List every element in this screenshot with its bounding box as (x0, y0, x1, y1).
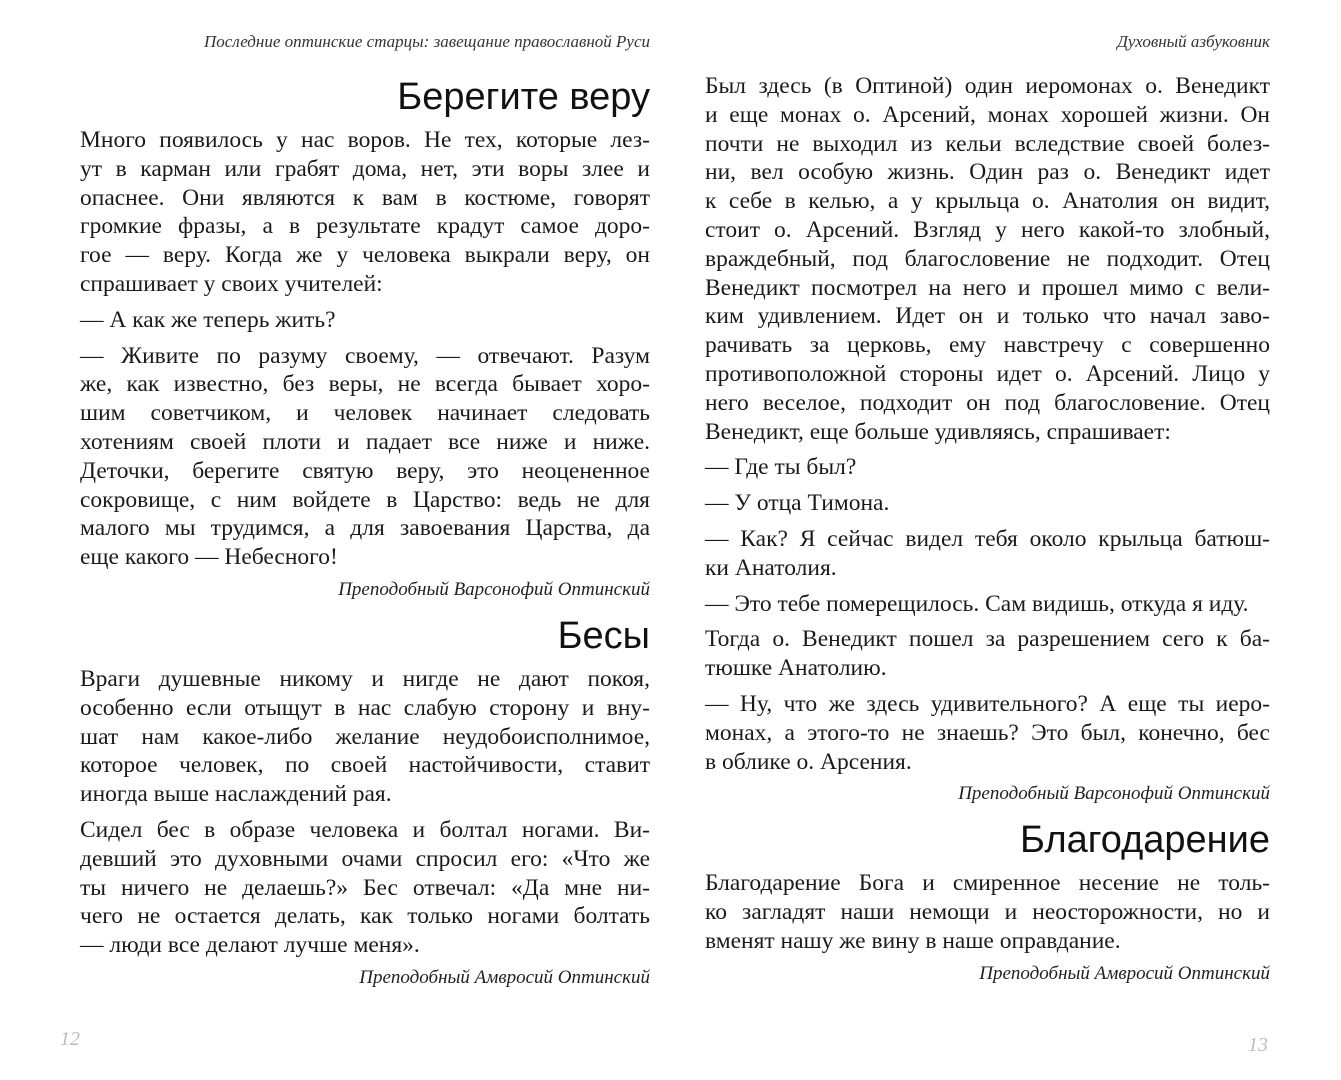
section-heading: Благодарение (1019, 819, 1270, 862)
attribution: Преподобный Амвросий Оптинский (359, 966, 650, 988)
paragraph (80, 306, 650, 335)
paragraph (705, 590, 1270, 619)
attribution: Преподобный Варсонофий Оптинский (338, 578, 650, 600)
page-number: 13 (1248, 1034, 1268, 1056)
text-line: — Как? Я сейчас видел тебя около крыльца батюш- (705, 525, 1270, 552)
paragraph (80, 665, 650, 809)
text-line: шат нам какое-либо желание неудобоисполнимое, (80, 723, 650, 750)
text-line: — А как же теперь жить? (80, 306, 336, 333)
text-line: Враги душевные никому и нигде не дают покоя, (80, 665, 650, 692)
text-line: тюшке Анатолию. (705, 655, 887, 682)
text-line: громкие фразы, а в результате крадут самое доро- (80, 213, 650, 240)
paragraph (705, 72, 1270, 446)
left-column (80, 74, 650, 1001)
paragraph (705, 453, 1270, 482)
text-line: враждебный, под благословение не подходит. Отец (705, 245, 1270, 272)
text-line: Венедикт, еще больше удивляясь, спрашивает: (705, 418, 1171, 445)
text-line: монах, а этого-то не знаешь? Это был, конечно, бес (705, 719, 1270, 746)
text-line: Тогда о. Венедикт пошел за разрешением сего к ба- (705, 626, 1270, 653)
text-line: гое — веру. Когда же у человека выкрали веру, он (80, 242, 650, 269)
text-line: иногда выше наслаждений рая. (80, 781, 392, 808)
text-line: — люди все делают лучше меня». (80, 932, 420, 959)
text-line: Деточки, берегите святую веру, это неоцененное (80, 457, 650, 484)
text-line: противоположной стороны идет о. Арсений. Лицо у (705, 360, 1270, 387)
text-line: хотениям своей плоти и падает все ниже и ниже. (80, 428, 650, 455)
right-column (705, 72, 1270, 997)
text-line: шим советчиком, и человек начинает следовать (80, 400, 650, 427)
text-line: — Ну, что же здесь удивительного? А еще ты иеро- (705, 690, 1270, 717)
text-line: опаснее. Они являются к вам в костюме, говорят (80, 184, 650, 211)
paragraph (705, 869, 1270, 955)
text-line: — У отца Тимона. (705, 490, 890, 517)
text-line: чего не остается делать, как только ногами болтать (80, 903, 650, 930)
text-line: почти не выходил из кельи вследствие своей болез- (705, 130, 1270, 157)
attribution: Преподобный Амвросий Оптинский (979, 962, 1270, 984)
text-line: малого мы трудимся, а для завоевания Царства, да (80, 515, 650, 542)
text-line: в облике о. Арсения. (705, 748, 912, 775)
running-head: Духовный азбуковник (1117, 32, 1270, 51)
paragraph (705, 489, 1270, 518)
paragraph (80, 342, 650, 572)
section-heading: Бесы (557, 614, 650, 657)
paragraph (705, 625, 1270, 683)
text-line: ки Анатолия. (705, 554, 837, 581)
text-line: ут в карман или грабят дома, нет, эти воры злее и (80, 155, 650, 182)
text-line: еще какого — Небесного! (80, 544, 338, 571)
text-line: рачивать за церковь, ему навстречу с совершенно (705, 332, 1270, 359)
text-line: же, как известно, без веры, не всегда бывает хоро- (80, 371, 650, 398)
text-line: Сидел бес в образе человека и болтал ногами. Ви- (80, 816, 650, 843)
text-line: ко загладят наши немощи и неосторожности, но и (705, 899, 1270, 926)
paragraph (80, 816, 650, 960)
text-line: — Это тебе померещилось. Сам видишь, откуда я иду. (705, 590, 1249, 617)
text-line: стоит о. Арсений. Взгляд у него какой-то злобный, (705, 216, 1270, 243)
paragraph (80, 126, 650, 299)
text-line: ни, вел особую жизнь. Один раз о. Венедикт идет (705, 159, 1270, 186)
text-line: — Где ты был? (705, 454, 857, 481)
text-line: Много появилось у нас воров. Не тех, которые лез- (80, 127, 650, 153)
running-head: Последние оптинские старцы: завещание православной Руси (204, 32, 650, 51)
text-line: — Живите по разуму своему, — отвечают. Разум (80, 342, 650, 369)
text-line: особенно если отыщут в нас слабую сторону и вну- (80, 694, 650, 721)
section-heading: Берегите веру (397, 76, 650, 118)
text-line: Благодарение Бога и смиренное несение не толь- (705, 870, 1270, 897)
text-line: девший это духовными очами спросил его: «Что же (80, 845, 650, 872)
page-number: 12 (60, 1028, 80, 1050)
text-line: Был здесь (в Оптиной) один иеромонах о. Венедикт (705, 73, 1270, 99)
text-line: к себе в келью, а у крыльца о. Анатолия он видит, (705, 188, 1270, 215)
text-line: Венедикт посмотрел на него и прошел мимо с вели- (705, 274, 1270, 301)
text-line: ким удивлением. Идет он и только что начал заво- (705, 303, 1270, 330)
text-line: него веселое, подходит он под благословение. Отец (705, 389, 1270, 416)
text-line: сокровище, с ним войдете в Царство: ведь не для (80, 486, 650, 513)
text-line: которое человек, по своей настойчивости, ставит (80, 752, 650, 779)
paragraph (705, 525, 1270, 583)
text-line: вменят нашу же вину в наше оправдание. (705, 927, 1121, 954)
text-line: и еще монах о. Арсений, монах хорошей жизни. Он (705, 101, 1270, 128)
text-line: ты ничего не делаешь?» Бес отвечал: «Да мне ни- (80, 874, 650, 901)
attribution: Преподобный Варсонофий Оптинский (958, 783, 1270, 805)
paragraph (705, 690, 1270, 776)
text-line: спрашивает у своих учителей: (80, 270, 383, 297)
